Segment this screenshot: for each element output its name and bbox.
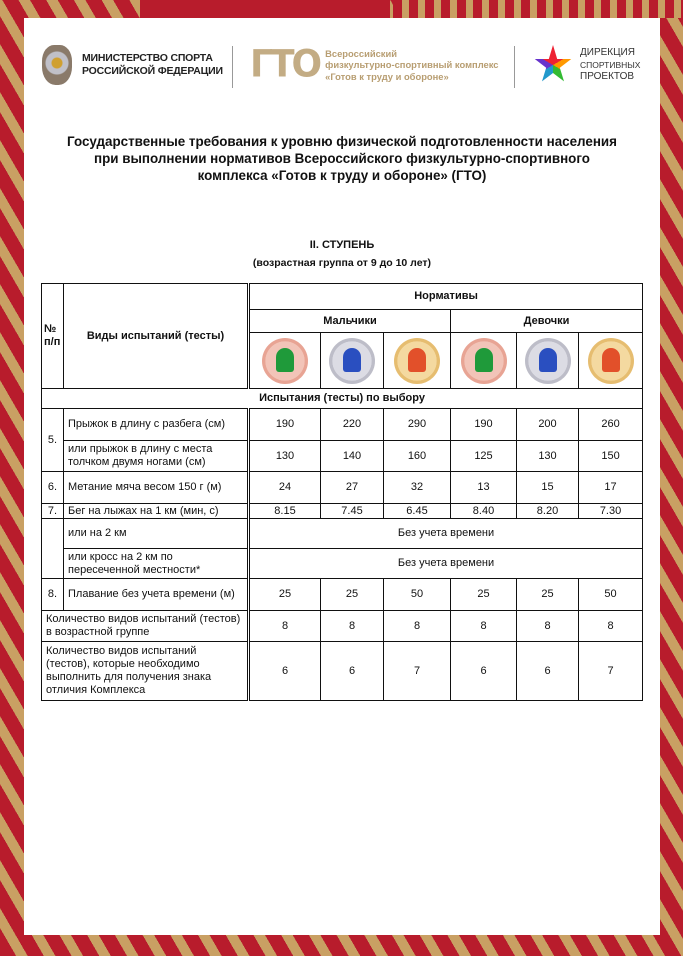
ministry-line-1: МИНИСТЕРСТВО СПОРТА: [82, 52, 213, 64]
table-row: [42, 519, 643, 549]
norm-value: 7: [579, 642, 643, 701]
test-number: 8.: [42, 579, 64, 611]
norm-value: 140: [321, 441, 384, 472]
norm-value: 6: [321, 642, 384, 701]
norm-value: 130: [517, 441, 579, 472]
bronze-badge-icon: [461, 338, 507, 384]
gold-badge-icon: [394, 338, 440, 384]
test-name: Метание мяча весом 150 г (м): [64, 472, 249, 504]
norm-value: 8: [579, 611, 643, 642]
norm-value: 17: [579, 472, 643, 504]
norm-value: 6: [249, 642, 321, 701]
badge-cell: [384, 333, 451, 389]
norm-value: 150: [579, 441, 643, 472]
directorate-line-3: ПРОЕКТОВ: [580, 71, 635, 82]
silver-badge-icon: [329, 338, 375, 384]
norm-value: 8.20: [517, 504, 579, 519]
section-row: [42, 389, 643, 409]
gto-line-2: физкультурно-спортивный комплекс: [325, 59, 499, 71]
gold-badge-icon: [588, 338, 634, 384]
norm-value: 260: [579, 409, 643, 441]
norm-value: 24: [249, 472, 321, 504]
norm-value: 50: [579, 579, 643, 611]
test-name: или на 2 км: [64, 519, 249, 549]
merged-value: Без учета времени: [249, 519, 643, 549]
test-number: 6.: [42, 472, 64, 504]
norm-value: 130: [249, 441, 321, 472]
divider: [232, 46, 233, 88]
table-row: [42, 409, 643, 441]
norm-value: 290: [384, 409, 451, 441]
table-row: [42, 504, 643, 519]
merged-value: Без учета времени: [249, 549, 643, 579]
norm-value: 25: [321, 579, 384, 611]
header-number: № п/п: [42, 284, 64, 389]
norm-value: 6: [451, 642, 517, 701]
norm-value: 160: [384, 441, 451, 472]
norm-value: 15: [517, 472, 579, 504]
norm-value: 25: [517, 579, 579, 611]
norm-value: 8: [384, 611, 451, 642]
norm-value: 7: [384, 642, 451, 701]
badge-cell: [249, 333, 321, 389]
gto-line-1: Всероссийский: [325, 47, 398, 59]
test-number: 7.: [42, 504, 64, 519]
norm-value: 13: [451, 472, 517, 504]
badge-cell: [579, 333, 643, 389]
norm-value: 7.45: [321, 504, 384, 519]
test-name: Плавание без учета времени (м): [64, 579, 249, 611]
badge-cell: [517, 333, 579, 389]
test-name: или кросс на 2 км по пересеченной местности*: [64, 549, 249, 579]
header-tests: Виды испытаний (тесты): [64, 284, 249, 389]
test-number: [42, 519, 64, 579]
norm-value: 8.15: [249, 504, 321, 519]
header-girls: Девочки: [451, 310, 643, 333]
title-line-3: комплекса «Готов к труду и обороне» (ГТО): [197, 168, 487, 183]
document-page: [24, 18, 660, 935]
norm-value: 6.45: [384, 504, 451, 519]
document-title: [24, 133, 660, 184]
test-name: или прыжок в длину с места толчком двумя ногами (см): [64, 441, 249, 472]
test-name: Бег на лыжах на 1 км (мин, с): [64, 504, 249, 519]
table-row: [42, 611, 643, 642]
norm-value: 7.30: [579, 504, 643, 519]
norm-value: 125: [451, 441, 517, 472]
header-row: [42, 284, 643, 310]
table-row: [42, 472, 643, 504]
decorative-frame-band: [140, 0, 390, 18]
test-name: Прыжок в длину с разбега (см): [64, 409, 249, 441]
norm-value: 8: [249, 611, 321, 642]
header-boys: Мальчики: [249, 310, 451, 333]
norm-value: 25: [249, 579, 321, 611]
header-norms: Нормативы: [249, 284, 643, 310]
gto-mark: ГТО: [250, 42, 320, 86]
table-row: [42, 579, 643, 611]
coat-of-arms-icon: [42, 45, 72, 85]
star-icon: [534, 45, 572, 85]
badge-cell: [451, 333, 517, 389]
title-line-1: Государственные требования к уровню физической подготовленности населения: [67, 134, 617, 149]
norm-value: 8: [517, 611, 579, 642]
norm-value: 25: [451, 579, 517, 611]
norm-value: 8: [321, 611, 384, 642]
norm-value: 8: [451, 611, 517, 642]
norm-value: 190: [451, 409, 517, 441]
ministry-logo: [42, 45, 223, 85]
gto-logo: [250, 42, 499, 86]
badge-cell: [321, 333, 384, 389]
section-title: Испытания (тесты) по выбору: [42, 389, 643, 409]
table-row: [42, 642, 643, 701]
stage-heading: [24, 236, 660, 272]
norm-value: 8.40: [451, 504, 517, 519]
directorate-logo: [534, 45, 640, 85]
stage-name: II. СТУПЕНЬ: [309, 239, 375, 251]
norm-value: 220: [321, 409, 384, 441]
gto-line-3: «Готов к труду и обороне»: [325, 70, 449, 82]
bronze-badge-icon: [262, 338, 308, 384]
norms-table: [41, 283, 643, 701]
logo-bar: [24, 43, 660, 93]
directorate-line-1: ДИРЕКЦИЯ: [580, 47, 635, 58]
decorative-frame-arcs: [393, 0, 683, 18]
silver-badge-icon: [525, 338, 571, 384]
norm-value: 200: [517, 409, 579, 441]
norm-value: 27: [321, 472, 384, 504]
directorate-line-2: СПОРТИВНЫХ: [580, 60, 641, 70]
table-row: [42, 441, 643, 472]
stage-age-group: (возрастная группа от 9 до 10 лет): [252, 257, 432, 269]
test-name: Количество видов испытаний (тестов), которые необходимо выполнить для получения знака отличия Комплекса: [42, 642, 249, 701]
norm-value: 6: [517, 642, 579, 701]
test-number: 5.: [42, 409, 64, 472]
table-row: [42, 549, 643, 579]
test-name: Количество видов испытаний (тестов) в возрастной группе: [42, 611, 249, 642]
norm-value: 32: [384, 472, 451, 504]
divider: [514, 46, 515, 88]
norm-value: 50: [384, 579, 451, 611]
title-line-2: при выполнении нормативов Всероссийского физкультурно-спортивного: [94, 151, 590, 166]
ministry-line-2: РОССИЙСКОЙ ФЕДЕРАЦИИ: [82, 65, 223, 77]
norm-value: 190: [249, 409, 321, 441]
